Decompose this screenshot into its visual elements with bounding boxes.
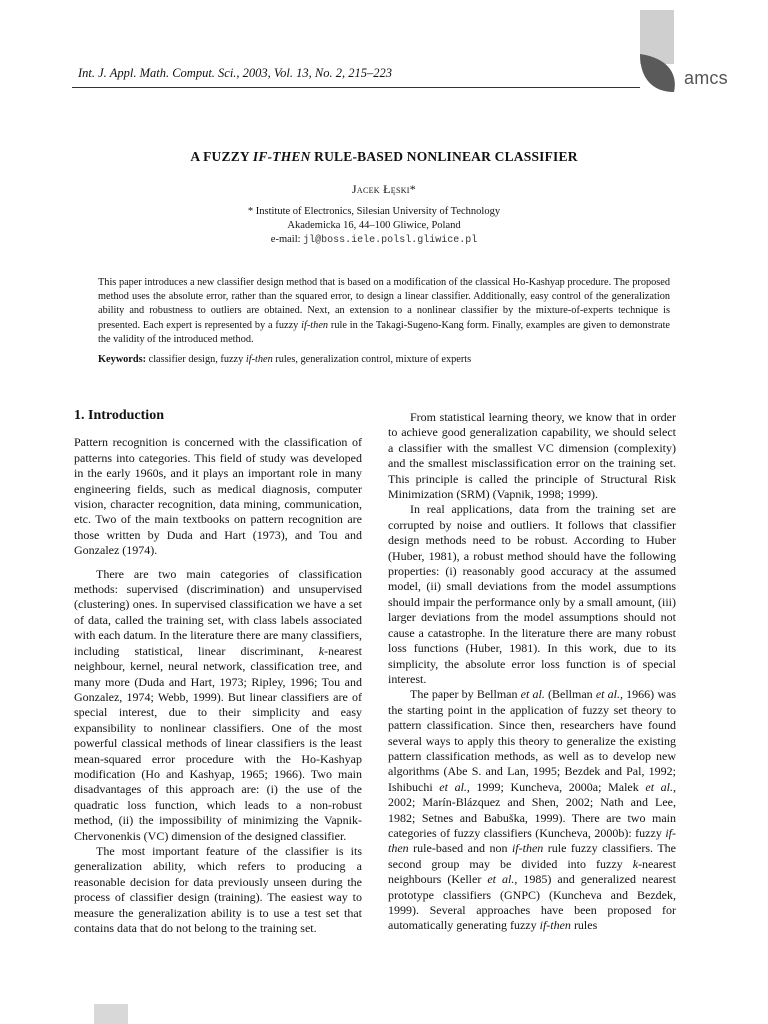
intro-paragraph-2: There are two main categories of classification methods: supervised (discrimination) and unsupervised (clustering) ones. In supervised classification we have a set of data, called the training set, with class labels associated with each datum. In the literature there are many classifiers, including statistical, linear discriminant, k-nearest neighbour, kernel, neural network, classification tree, and many more (Duda and Hart, 1973; Ripley, 1996; Tou and Gonzalez, 1974; Webb, 1999). But linear classifiers are of special interest, due to their simplicity and easy expansibility to nonlinear classifiers. One of the most powerful classical methods of linear classifiers is the least mean-squared error procedure with the Ho-Kashyap modification (Ho and Kashyap, 1965; 1966). Two main disadvantages of this approach are: (i) the use of the quadratic loss function, which leads to a non-robust method, (ii) the impossibility of minimizing the Vapnik-Chervonenkis (VC) dimension of the designed classifier. [74,566,362,843]
amcs-logo-leaf-icon [634,52,680,94]
right-column [388,410,676,934]
paper-author: Jacek Łęski* [351,182,417,196]
journal-brand-logo: amcs [684,68,728,88]
affiliation-address: Akademicka 16, 44–100 Gliwice, Poland [287,220,461,231]
left-column [74,410,362,936]
section-heading-introduction: 1. Introduction [74,408,164,423]
affiliation-institute: * Institute of Electronics, Silesian University of Technology [247,206,501,217]
author-affiliation [0,205,748,248]
right-paragraph-2: In real applications, data from the training set are corrupted by noise and outliers. It follows that classifier design methods need to be robust. According to Huber (Huber, 1981), a robust method should have the following properties: (i) reasonably good accuracy at the assumed model, (ii) small deviations from the model assumptions should impair the performance only by a small amount, (iii) larger deviations from the model assumptions should not cause a catastrophe. In the literature there are many robust loss functions (Huber, 1981). In this work, due to its simplicity, the absolute error loss function is of special interest. [388,502,676,686]
affiliation-email: e-mail: jl@boss.iele.polsl.gliwice.pl [270,234,478,246]
right-paragraph-3: The paper by Bellman et al. (Bellman et al., 1966) was the starting point in the application of fuzzy set theory to pattern classification. Since then, researchers have found several ways to apply this theory to generalize the existing pattern classification methods, as well as to develop new algorithms (Abe S. and Lan, 1995; Bezdek and Pal, 1992; Ishibuchi et al., 1999; Kuncheva, 2000a; Malek et al., 2002; Marín-Blázquez and Shen, 2002; Nath and Lee, 1982; Setnes and Babuška, 1999). There are two main categories of fuzzy classifiers (Kuncheva, 2000b): fuzzy if-then rule-based and non if-then rule fuzzy classifiers. The second group may be divided into fuzzy k-nearest neighbours (Keller et al., 1985) and generalized nearest prototype classifiers (GNPC) (Kuncheva and Bezdek, 1999). Several approaches have been proposed for automatically generating fuzzy if-then rules [388,687,676,933]
intro-paragraph-3: The most important feature of the classifier is its generalization ability, which refers to producing a reasonable decision for data previously unseen during the process of classifier design (training). The easiest way to measure the generalization ability is to use a test set that contains data that do not belong to the training set. [74,843,362,935]
paper-title: A FUZZY IF-THEN RULE-BASED NONLINEAR CLASSIFIER [190,149,578,164]
email-address: jl@boss.iele.polsl.gliwice.pl [303,235,478,246]
header-rule [72,87,640,88]
footer-decor-box [94,1004,128,1024]
abstract: This paper introduces a new classifier design method that is based on a modification of the classical Ho-Kashyap procedure. The proposed method uses the absolute error, rather than the squared error, to design a linear classifier. Additionally, easy control of the generalization ability and robustness to outliers are obtained. Next, an extension to a nonlinear classifier by the mixture-of-experts technique is presented. Each expert is represented by a fuzzy if-then rule in the Takagi-Sugeno-Kang form. Finally, examples are given to demonstrate the validity of the introduced method. [98,277,671,345]
keywords-label: Keywords: [98,354,147,365]
right-paragraph-1: From statistical learning theory, we know that in order to achieve good generalization capability, we should select a classifier with the smallest VC dimension (complexity) and the smallest misclassification error on the training set. This principle is called the principle of Structural Risk Minimization (SRM) (Vapnik, 1998; 1999). [388,410,676,502]
journal-citation: Int. J. Appl. Math. Comput. Sci., 2003, Vol. 13, No. 2, 215–223 [78,66,392,80]
intro-paragraph-1: Pattern recognition is concerned with the classification of patterns into categories. This field of study was developed in the early 1960s, and it plays an important role in many engineering fields, such as medical diagnosis, computer vision, character recognition, data mining, communication, etc. Two of the main textbooks on pattern recognition are those written by Duda and Hart (1973), and Tou and Gonzalez (1974). [74,435,362,558]
keywords: Keywords: classifier design, fuzzy if-then rules, generalization control, mixture of experts [98,354,472,365]
